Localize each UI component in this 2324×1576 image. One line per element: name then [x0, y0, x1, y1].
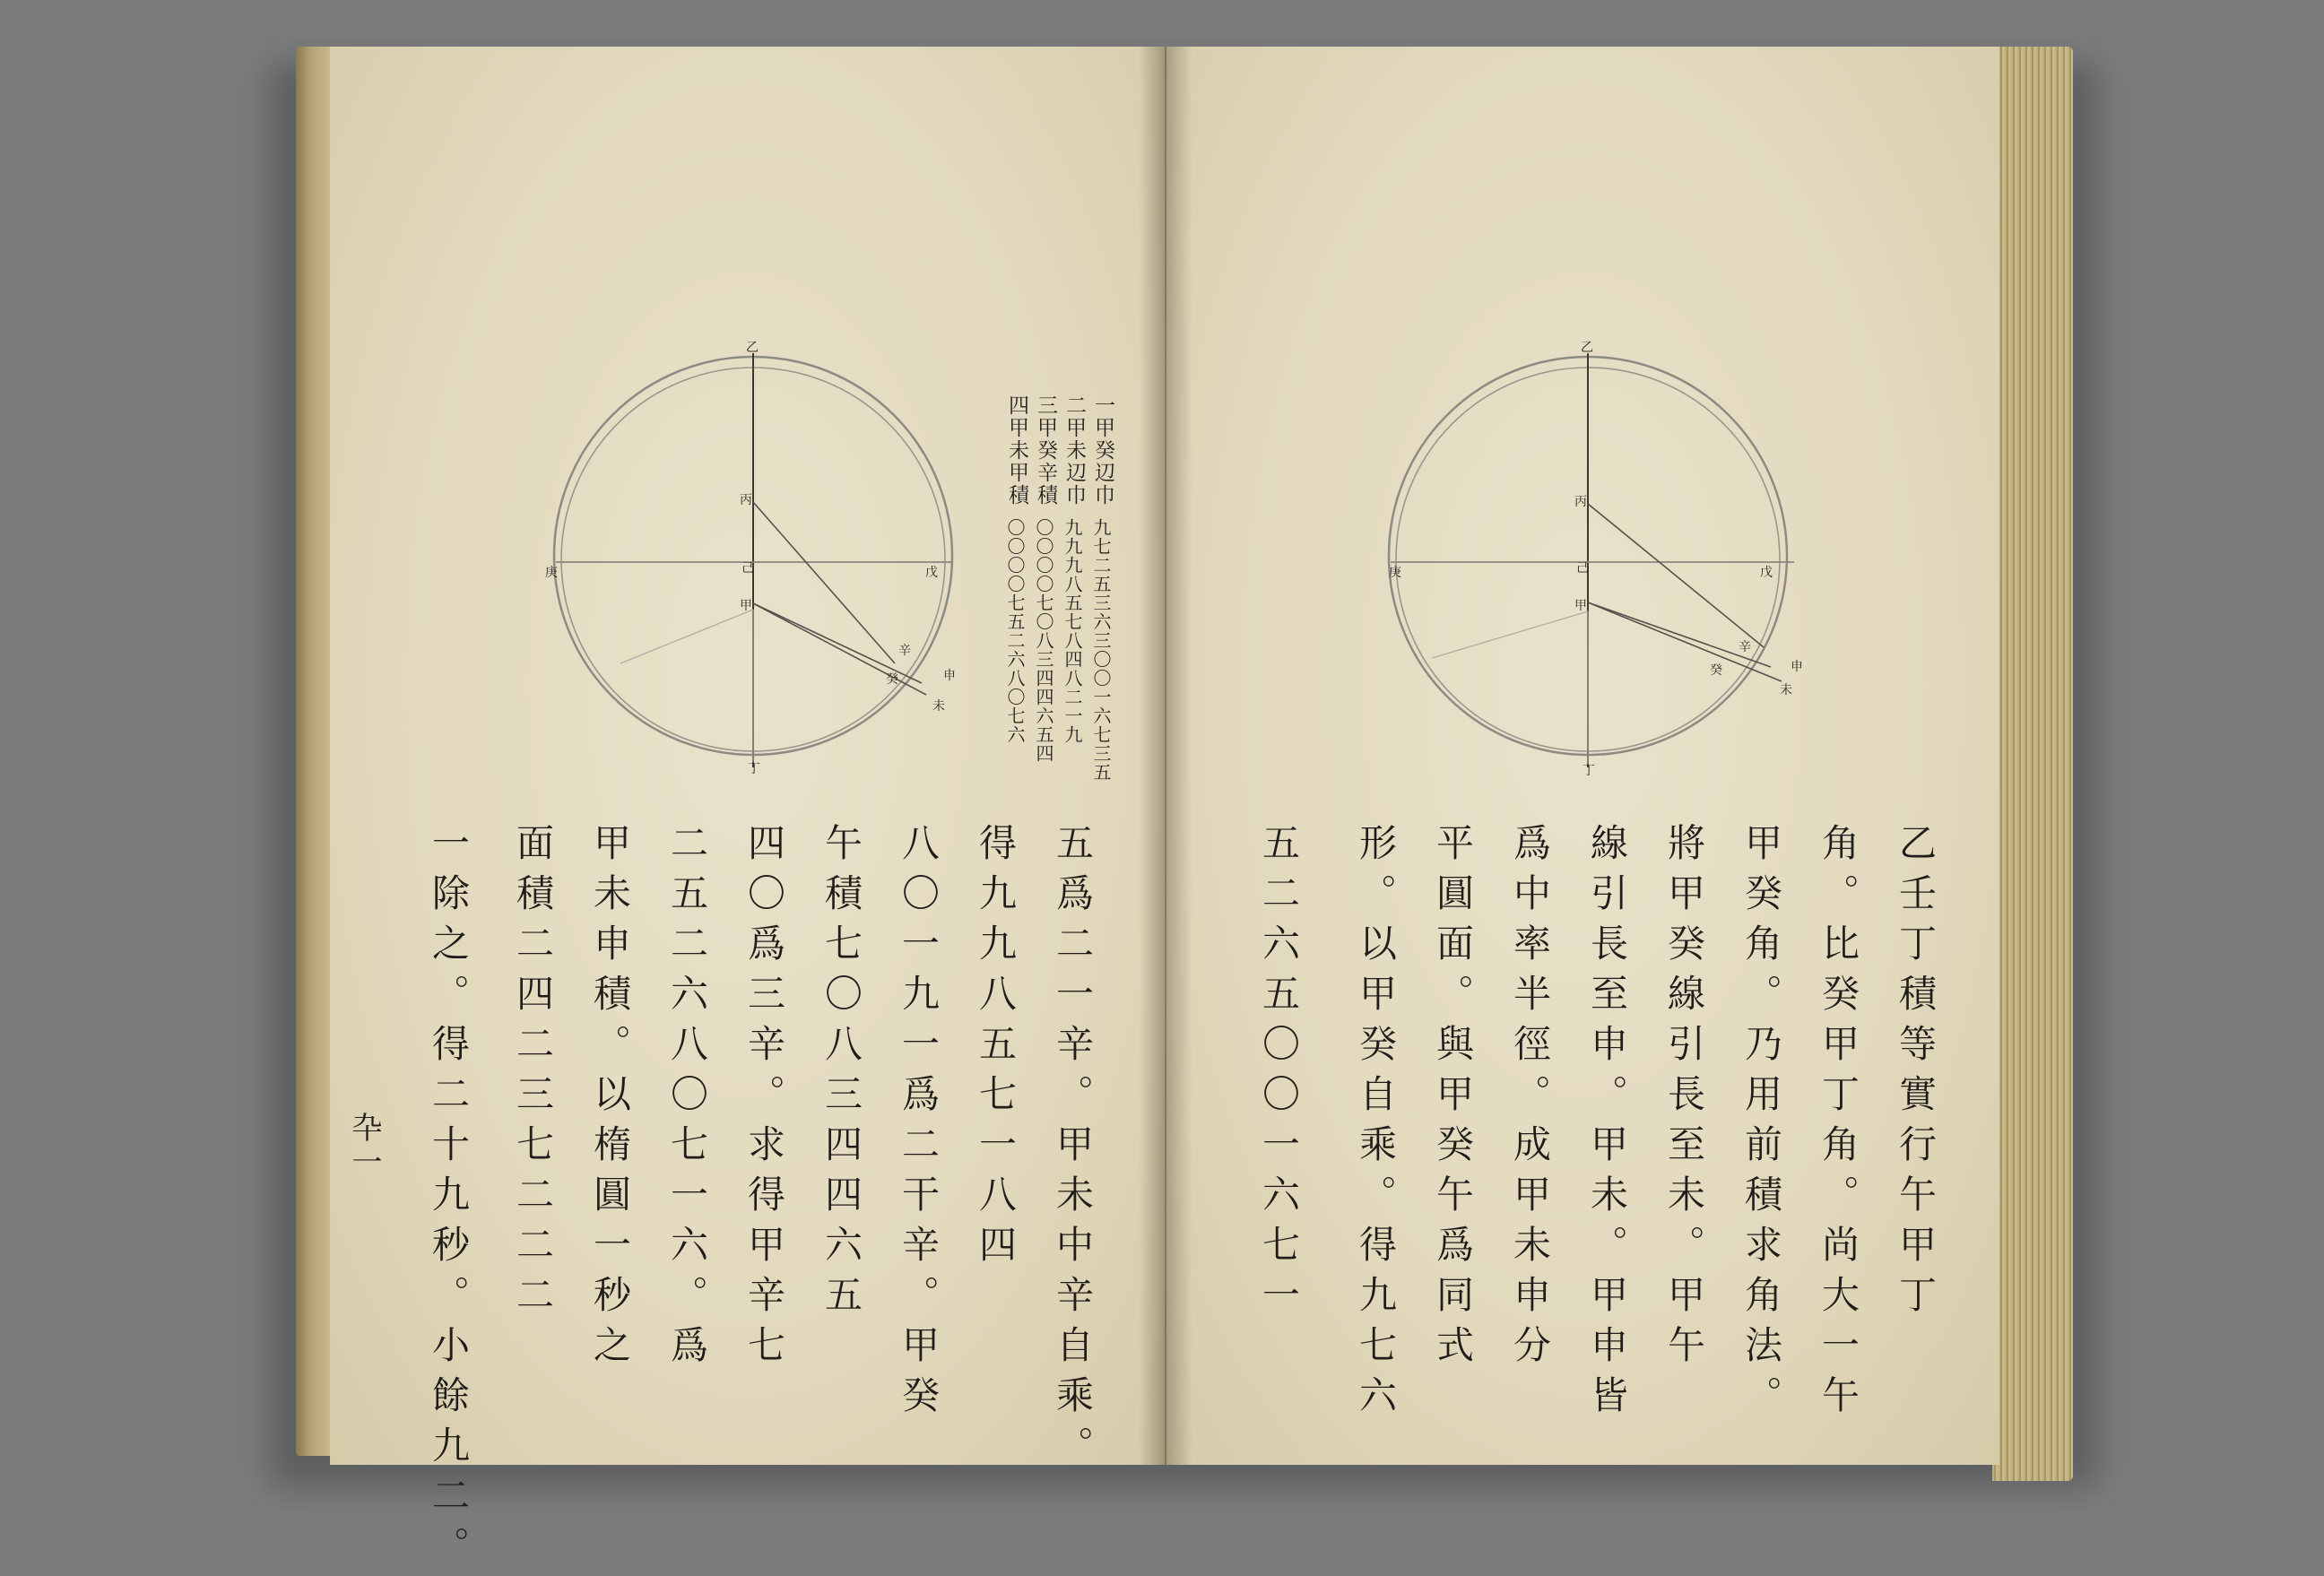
label-west: 庚: [545, 566, 558, 580]
legend-line-1: 一甲癸辺巾: [1091, 394, 1114, 507]
label-bottom: 丁: [1583, 764, 1595, 778]
left-text-column-9: 一除之。得二十九秒。小餘九二。: [427, 823, 471, 1576]
label-east: 戊: [925, 566, 938, 580]
label-bottom: 丁: [748, 762, 760, 776]
legend-line-2: 二甲未辺巾: [1062, 394, 1086, 507]
left-text-column-8: 面積二四二三七二二二: [511, 823, 555, 1325]
chord-line-left: [620, 610, 753, 663]
radius-line-2: [1588, 602, 1771, 667]
book-gutter: [1139, 47, 1192, 1465]
label-upper-center: 丙: [1574, 495, 1587, 509]
right-text-column-9: 五二六五〇〇一六七一: [1257, 823, 1301, 1325]
left-text-column-3: 八〇一九一爲二干辛。甲癸: [897, 823, 941, 1425]
label-arc-3: 癸: [886, 672, 898, 687]
label-top: 乙: [746, 341, 759, 355]
legend-value-3: 〇〇〇〇七〇八三四四六五四: [1033, 518, 1054, 763]
radius-line-2: [753, 603, 922, 683]
label-lower-center: 甲: [740, 599, 752, 613]
label-arc-1: 辛: [898, 644, 911, 658]
legend-value-1: 九七二五三六三〇〇一六七三五: [1090, 518, 1112, 782]
radius-line-1: [753, 502, 895, 663]
radius-line-1: [1588, 504, 1764, 647]
right-text-column-6: 爲中率半徑。成甲未申分: [1508, 823, 1552, 1375]
label-west: 庚: [1389, 566, 1401, 580]
label-arc-2: 申: [943, 669, 956, 683]
label-arc-1: 辛: [1739, 640, 1751, 654]
left-orbit-diagram: [538, 341, 968, 776]
legend-line-4: 四甲未甲積: [1005, 394, 1028, 507]
book-fore-edge-right: [1992, 47, 2073, 1481]
label-center: 己: [1576, 561, 1589, 576]
right-orbit-diagram: [1376, 341, 1807, 778]
page-folio: 卆一: [346, 1112, 382, 1180]
label-east: 戊: [1760, 566, 1773, 580]
left-text-column-7: 甲未申積。以楕圓一秒之: [588, 823, 632, 1375]
left-text-column-6: 二五二六八〇七一六。爲: [665, 823, 709, 1375]
label-upper-center: 丙: [740, 493, 752, 507]
left-text-column-1: 五爲二一辛。甲未中辛自乘。: [1051, 823, 1095, 1476]
label-lower-center: 甲: [1574, 599, 1587, 613]
right-text-column-2: 角。比癸甲丁角。尚大一午: [1817, 823, 1860, 1425]
legend-line-3: 三甲癸辛積: [1034, 394, 1057, 507]
label-arc-3: 癸: [1710, 663, 1722, 678]
right-text-column-4: 將甲癸線引長至未。甲午: [1662, 823, 1706, 1375]
right-text-column-3: 甲癸角。乃用前積求角法。: [1739, 823, 1783, 1425]
right-text-column-5: 線引長至申。甲未。甲申皆: [1585, 823, 1629, 1425]
radius-line-3: [1588, 602, 1782, 681]
label-arc-4: 未: [1780, 683, 1792, 697]
legend-value-2: 九九九八五七八四八二一九: [1062, 518, 1083, 744]
left-text-column-4: 午積七〇八三四四六五: [819, 823, 863, 1325]
label-arc-4: 未: [932, 699, 945, 714]
left-text-column-2: 得九九八五七一八四: [974, 823, 1018, 1275]
chord-line-left: [1432, 611, 1588, 658]
book-fore-edge-left: [296, 47, 332, 1456]
right-text-column-1: 乙壬丁積等實行午甲丁: [1894, 823, 1938, 1325]
left-text-column-5: 四〇爲三辛。求得甲辛七: [742, 823, 786, 1375]
label-top: 乙: [1581, 341, 1593, 355]
label-arc-2: 申: [1791, 660, 1803, 674]
right-text-column-7: 平圓面。與甲癸午爲同式: [1431, 823, 1475, 1375]
legend-value-4: 〇〇〇〇七五二六八〇七六: [1004, 518, 1026, 744]
right-text-column-8: 形。以甲癸自乘。得九七六: [1354, 823, 1398, 1425]
label-center: 己: [741, 561, 754, 576]
